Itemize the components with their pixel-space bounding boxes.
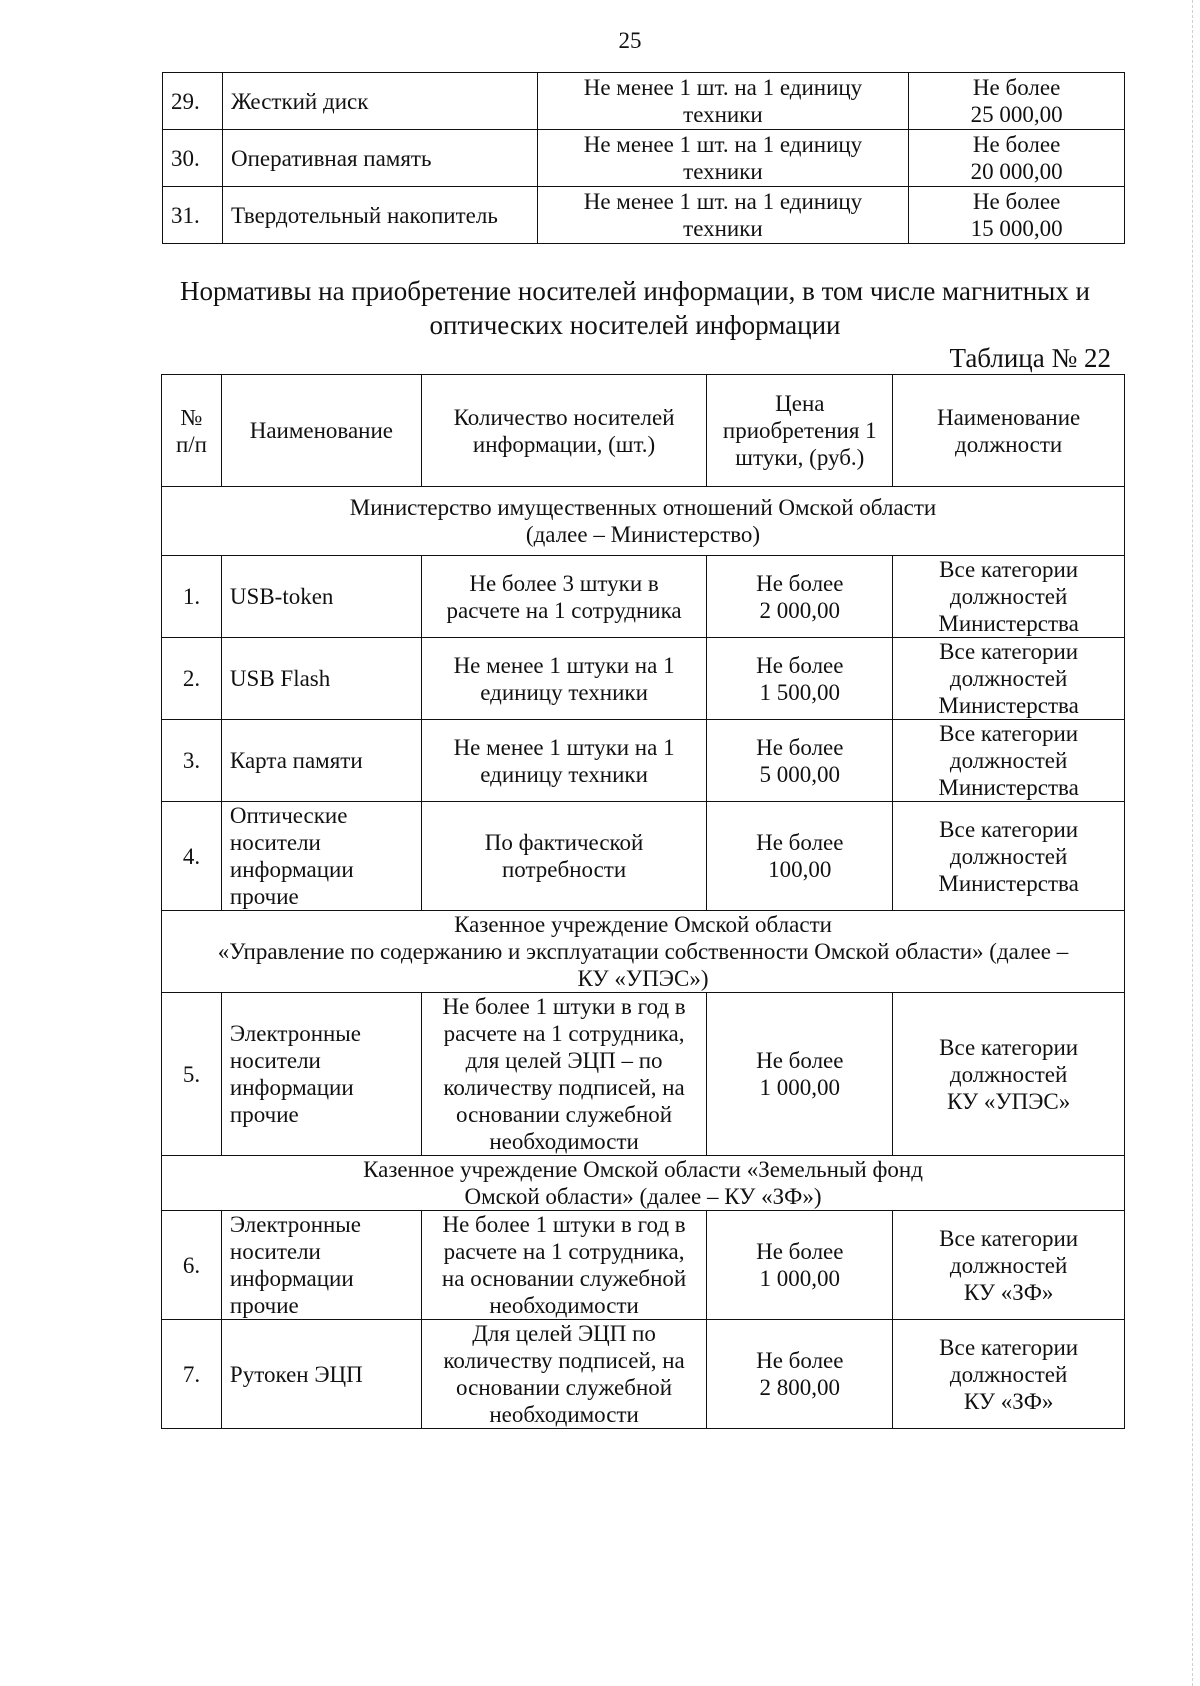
- item-position: [893, 638, 1125, 720]
- item-price-line: 20 000,00: [970, 159, 1063, 184]
- table-row: [163, 73, 1125, 130]
- row-number: [162, 556, 222, 638]
- item-name-line: Оптические: [229, 803, 348, 828]
- header-number: [162, 375, 222, 487]
- item-position-line: должностей: [949, 1361, 1068, 1387]
- item-name: [221, 993, 421, 1156]
- item-quantity-line: количеству подписей, на: [443, 1075, 685, 1100]
- item-price: [909, 73, 1125, 130]
- page-number: 25: [618, 28, 642, 53]
- item-position-line: должностей: [949, 748, 1068, 773]
- item-quantity-line: Для целей ЭЦП по: [472, 1321, 656, 1346]
- item-name-line: информации: [229, 1266, 354, 1291]
- item-quantity-line: расчете на 1 сотрудника: [446, 597, 682, 623]
- section-title-line: КУ «УПЭС»): [577, 966, 709, 991]
- item-name: [221, 556, 421, 638]
- item-name: [222, 73, 537, 130]
- item-quantity: [537, 130, 909, 187]
- margin-signature-line: [1192, 0, 1194, 1686]
- item-quantity: [421, 1320, 707, 1429]
- item-name-line: Оперативная память: [230, 145, 432, 171]
- row-number: [162, 1211, 222, 1320]
- item-position-line: Все категории: [939, 1225, 1079, 1251]
- item-price-line: Не более: [756, 830, 844, 855]
- item-quantity: [537, 187, 909, 244]
- section-title-line: Казенное учреждение Омской области: [454, 912, 832, 937]
- item-price-line: 1 500,00: [759, 679, 841, 705]
- item-quantity: [421, 720, 707, 802]
- item-name-line: Карта памяти: [229, 748, 363, 773]
- item-price: [707, 638, 893, 720]
- item-price: [909, 130, 1125, 187]
- item-quantity-line: единицу техники: [480, 679, 648, 705]
- item-position-line: Все категории: [939, 1334, 1079, 1360]
- item-price-line: 100,00: [768, 857, 832, 882]
- item-name-line: прочие: [229, 1293, 299, 1318]
- item-quantity: [421, 638, 707, 720]
- item-quantity-line: необходимости: [489, 1129, 639, 1154]
- item-price-line: 1 000,00: [759, 1266, 841, 1291]
- header-position-line: Наименование: [936, 404, 1081, 430]
- item-price-line: Не более: [756, 652, 844, 678]
- item-name: [221, 802, 421, 911]
- item-name-line: Твердотельный накопитель: [230, 202, 498, 228]
- item-quantity-line: техники: [683, 159, 763, 184]
- item-quantity-line: Не менее 1 шт. на 1 единицу: [583, 132, 863, 157]
- item-name: [221, 638, 421, 720]
- row-number-line: 1.: [182, 584, 201, 609]
- item-position: [893, 993, 1125, 1156]
- item-quantity: [421, 993, 707, 1156]
- item-quantity-line: техники: [683, 216, 763, 241]
- item-position-line: должностей: [949, 1252, 1068, 1278]
- item-price-line: Не более: [756, 1239, 844, 1264]
- row-number-line: 2.: [182, 666, 201, 691]
- item-price-line: 1 000,00: [759, 1075, 841, 1100]
- row-number-line: 4.: [182, 843, 201, 869]
- section-title: [162, 487, 1125, 556]
- table-row: [162, 556, 1125, 638]
- section-title-line: Омской области» (далее – КУ «ЗФ»): [464, 1184, 822, 1209]
- item-quantity-line: основании служебной: [456, 1102, 673, 1127]
- item-position-line: Министерства: [938, 775, 1079, 800]
- item-position-line: Все категории: [939, 816, 1079, 842]
- item-quantity: [421, 1211, 707, 1320]
- row-number: [163, 187, 223, 244]
- item-name-line: носители: [229, 1239, 321, 1264]
- row-number: [162, 638, 222, 720]
- item-price-line: Не более: [756, 1348, 844, 1373]
- table-row: [162, 993, 1125, 1156]
- item-quantity-line: Не более 1 штуки в год в: [442, 994, 686, 1019]
- row-number-line: 29.: [171, 88, 200, 114]
- header-quantity-line: Количество носителей: [453, 404, 675, 430]
- item-price-line: Не более: [972, 189, 1061, 214]
- item-position-line: Все категории: [939, 557, 1079, 582]
- table-row: [162, 638, 1125, 720]
- item-name-line: USB-token: [229, 584, 334, 609]
- row-number: [162, 802, 222, 911]
- section-heading: [140, 274, 1130, 342]
- item-quantity-line: Не более 1 штуки в год в: [442, 1212, 686, 1237]
- item-quantity: [421, 802, 707, 911]
- item-quantity-line: основании служебной: [456, 1375, 673, 1400]
- item-price-line: Не более: [756, 734, 844, 760]
- item-quantity: [421, 556, 707, 638]
- table-row: [162, 720, 1125, 802]
- row-number: [162, 1320, 222, 1429]
- item-price: [707, 1211, 893, 1320]
- item-price: [707, 720, 893, 802]
- item-price-line: Не более: [756, 1048, 844, 1073]
- item-quantity-line: Не менее 1 штуки на 1: [453, 652, 675, 678]
- header-quantity-line: информации, (шт.): [472, 431, 656, 457]
- item-name-line: Электронные: [229, 1021, 361, 1046]
- item-name-line: прочие: [229, 884, 299, 909]
- row-number-line: 3.: [182, 748, 201, 773]
- header-name: [221, 375, 421, 487]
- item-name-line: Электронные: [229, 1212, 361, 1237]
- item-name-line: информации: [229, 857, 354, 882]
- item-name-line: носители: [229, 1048, 321, 1073]
- row-number: [163, 73, 223, 130]
- table-row: [163, 130, 1125, 187]
- item-price-line: 5 000,00: [759, 761, 841, 787]
- table-row: [162, 802, 1125, 911]
- item-name: [221, 1320, 421, 1429]
- heading-line-2: оптических носителей информации: [429, 310, 841, 340]
- item-position: [893, 1320, 1125, 1429]
- item-quantity-line: Не более 3 штуки в: [469, 570, 659, 596]
- item-price-line: 15 000,00: [970, 216, 1063, 241]
- section-header-row: [162, 911, 1125, 993]
- item-price: [707, 802, 893, 911]
- section-title-line: Министерство имущественных отношений Омской области: [349, 495, 937, 520]
- header-number-line: №: [180, 404, 203, 430]
- item-position-line: должностей: [949, 1061, 1068, 1087]
- item-price: [707, 1320, 893, 1429]
- row-number: [162, 720, 222, 802]
- section-header-row: [162, 487, 1125, 556]
- item-name: [221, 720, 421, 802]
- item-position-line: должностей: [949, 843, 1068, 869]
- section-header-row: [162, 1156, 1125, 1211]
- item-quantity-line: необходимости: [489, 1293, 639, 1318]
- item-quantity-line: Не менее 1 шт. на 1 единицу: [583, 75, 863, 100]
- item-position: [893, 720, 1125, 802]
- item-name-line: Рутокен ЭЦП: [229, 1361, 363, 1387]
- item-quantity-line: расчете на 1 сотрудника,: [443, 1021, 685, 1046]
- item-price-line: Не более: [972, 132, 1061, 157]
- item-name-line: информации: [229, 1075, 354, 1100]
- table-row: [162, 1211, 1125, 1320]
- row-number-line: 7.: [182, 1361, 201, 1387]
- item-quantity-line: потребности: [501, 857, 627, 882]
- section-title-line: Казенное учреждение Омской области «Земельный фонд: [363, 1157, 923, 1182]
- section-title-line: (далее – Министерство): [525, 522, 761, 547]
- item-price: [707, 556, 893, 638]
- table-row: [163, 187, 1125, 244]
- section-title-line: «Управление по содержанию и эксплуатации собственности Омской области» (далее –: [217, 939, 1069, 964]
- item-name-line: прочие: [229, 1102, 299, 1127]
- item-name-line: USB Flash: [229, 666, 331, 691]
- item-price-line: Не более: [756, 570, 844, 596]
- media-norms-table: [161, 374, 1125, 1429]
- item-position-line: Все категории: [939, 721, 1079, 746]
- item-position-line: должностей: [949, 666, 1068, 691]
- row-number-line: 5.: [182, 1061, 201, 1087]
- item-position-line: должностей: [949, 584, 1068, 609]
- item-quantity-line: техники: [683, 102, 763, 127]
- row-number: [163, 130, 223, 187]
- item-name: [222, 130, 537, 187]
- header-number-line: п/п: [175, 431, 207, 457]
- continued-table: [162, 72, 1125, 244]
- header-position: [893, 375, 1125, 487]
- item-name: [222, 187, 537, 244]
- item-name-line: Жесткий диск: [230, 88, 369, 114]
- item-position: [893, 556, 1125, 638]
- item-quantity-line: Не менее 1 штуки на 1: [453, 734, 675, 760]
- row-number-line: 30.: [171, 145, 200, 171]
- item-position: [893, 1211, 1125, 1320]
- header-row: [162, 375, 1125, 487]
- section-title: [162, 911, 1125, 993]
- row-number-line: 31.: [171, 202, 200, 228]
- header-price-line: штуки, (руб.): [735, 445, 865, 470]
- item-position-line: Министерства: [938, 611, 1079, 636]
- heading-line-1: Нормативы на приобретение носителей информации, в том числе магнитных и: [179, 276, 1091, 306]
- item-position-line: КУ «ЗФ»: [963, 1388, 1054, 1414]
- item-quantity-line: количеству подписей, на: [443, 1348, 685, 1373]
- item-quantity: [537, 73, 909, 130]
- item-price-line: 2 000,00: [759, 597, 841, 623]
- item-price-line: 2 800,00: [759, 1375, 841, 1400]
- item-position-line: Все категории: [939, 1034, 1079, 1060]
- item-quantity-line: По фактической: [484, 830, 644, 855]
- item-quantity-line: расчете на 1 сотрудника,: [443, 1239, 685, 1264]
- header-price: [707, 375, 893, 487]
- item-quantity-line: единицу техники: [480, 761, 648, 787]
- header-position-line: должности: [955, 431, 1063, 457]
- item-price: [707, 993, 893, 1156]
- item-price: [909, 187, 1125, 244]
- section-title: [162, 1156, 1125, 1211]
- item-name: [221, 1211, 421, 1320]
- item-position-line: Все категории: [939, 639, 1079, 664]
- table-row: [162, 1320, 1125, 1429]
- header-price-line: Цена: [775, 391, 825, 416]
- row-number-line: 6.: [182, 1252, 201, 1278]
- item-position-line: Министерства: [938, 693, 1079, 718]
- item-position-line: Министерства: [938, 870, 1079, 896]
- item-position-line: КУ «УПЭС»: [946, 1088, 1071, 1114]
- item-quantity-line: на основании служебной: [441, 1266, 687, 1291]
- item-price-line: 25 000,00: [970, 102, 1063, 127]
- table-label: Таблица № 22: [949, 343, 1111, 373]
- header-price-line: приобретения 1: [722, 418, 877, 443]
- header-name-line: Наименование: [249, 418, 393, 443]
- item-quantity-line: для целей ЭЦП – по: [465, 1048, 663, 1073]
- item-quantity-line: необходимости: [489, 1402, 639, 1427]
- item-quantity-line: Не менее 1 шт. на 1 единицу: [583, 189, 863, 214]
- item-name-line: носители: [229, 830, 321, 855]
- header-quantity: [421, 375, 707, 487]
- item-price-line: Не более: [972, 75, 1061, 100]
- item-position-line: КУ «ЗФ»: [963, 1279, 1054, 1305]
- item-position: [893, 802, 1125, 911]
- row-number: [162, 993, 222, 1156]
